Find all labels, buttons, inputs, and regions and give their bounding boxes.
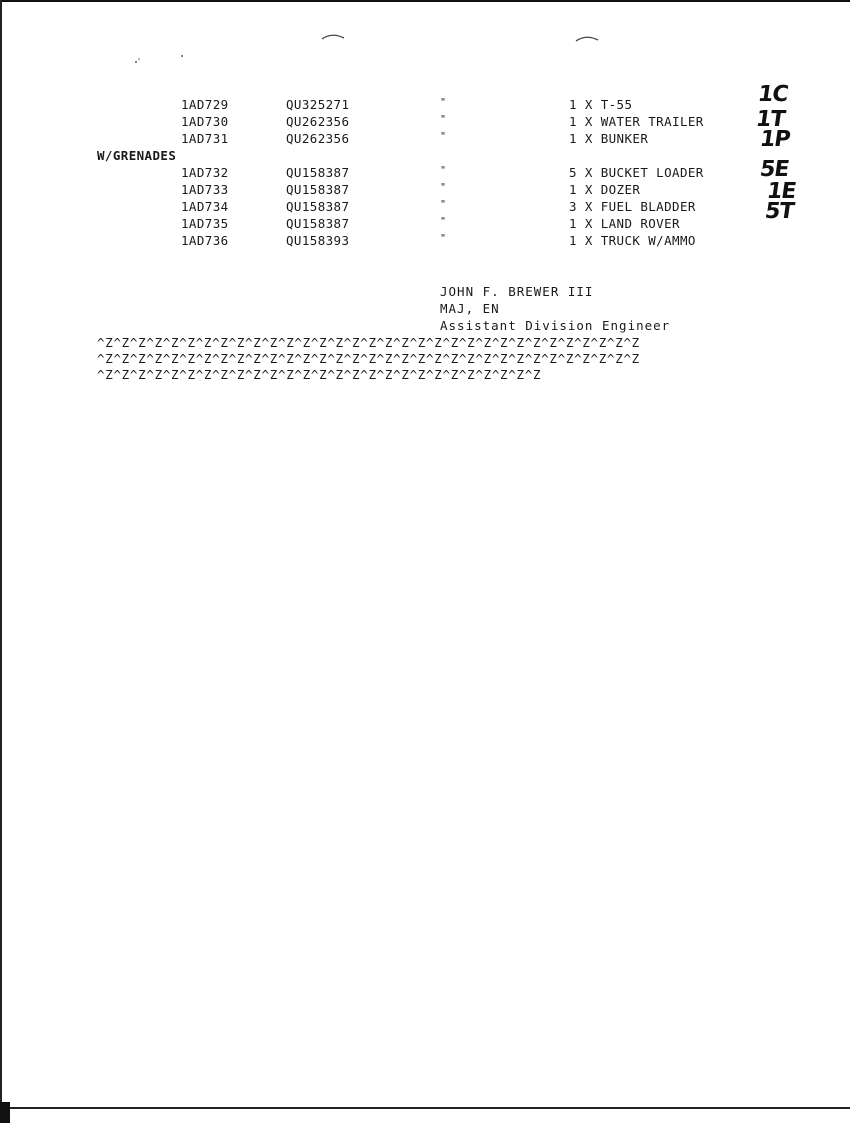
document-number: 1AD733 <box>181 182 229 197</box>
page-border-top <box>0 0 850 2</box>
scan-artifact-1 <box>320 32 346 42</box>
scan-artifact-3 <box>130 50 190 70</box>
page-corner-mark <box>0 1102 10 1123</box>
item-description: 5 X BUCKET LOADER <box>569 165 704 180</box>
separator-line: ^Z^Z^Z^Z^Z^Z^Z^Z^Z^Z^Z^Z^Z^Z^Z^Z^Z^Z^Z^Z^Z^Z^Z^Z^Z^Z^Z^Z^Z^Z^Z^Z^Z <box>97 351 640 366</box>
grid-reference: QU158387 <box>286 182 350 197</box>
signer-title: Assistant Division Engineer <box>440 318 671 333</box>
handwritten-note: 5E <box>758 157 791 182</box>
document-number: 1AD730 <box>181 114 229 129</box>
separator-line: ^Z^Z^Z^Z^Z^Z^Z^Z^Z^Z^Z^Z^Z^Z^Z^Z^Z^Z^Z^Z^Z^Z^Z^Z^Z^Z^Z <box>97 367 542 382</box>
handwritten-note: 5T <box>763 199 796 224</box>
handwritten-note: 1E <box>765 179 798 204</box>
grid-reference: QU158387 <box>286 199 350 214</box>
item-description: 3 X FUEL BLADDER <box>569 199 696 214</box>
ditto-mark: " <box>440 131 447 142</box>
item-description: 1 X WATER TRAILER <box>569 114 704 129</box>
item-description: 1 X LAND ROVER <box>569 216 680 231</box>
ditto-mark: " <box>440 233 447 244</box>
ditto-mark: " <box>440 97 447 108</box>
document-number: 1AD735 <box>181 216 229 231</box>
handwritten-note: 1P <box>758 127 792 152</box>
signer-rank: MAJ, EN <box>440 301 500 316</box>
item-description: 1 X T-55 <box>569 97 633 112</box>
grid-reference: QU262356 <box>286 131 350 146</box>
document-number: 1AD732 <box>181 165 229 180</box>
handwritten-note: 1T <box>754 107 787 132</box>
page-border-left <box>0 0 2 1123</box>
ditto-mark: " <box>440 216 447 227</box>
ditto-mark: " <box>440 165 447 176</box>
item-description: 1 X DOZER <box>569 182 641 197</box>
ditto-mark: " <box>440 114 447 125</box>
grid-reference: QU158393 <box>286 233 350 248</box>
item-description: 1 X TRUCK W/AMMO <box>569 233 696 248</box>
section-label: W/GRENADES <box>97 148 177 163</box>
grid-reference: QU158387 <box>286 216 350 231</box>
signer-name: JOHN F. BREWER III <box>440 284 594 299</box>
scan-artifact-2 <box>574 34 600 44</box>
grid-reference: QU262356 <box>286 114 350 129</box>
grid-reference: QU325271 <box>286 97 350 112</box>
page-border-bottom <box>0 1107 850 1109</box>
grid-reference: QU158387 <box>286 165 350 180</box>
document-number: 1AD736 <box>181 233 229 248</box>
document-number: 1AD729 <box>181 97 229 112</box>
ditto-mark: " <box>440 182 447 193</box>
document-number: 1AD734 <box>181 199 229 214</box>
item-description: 1 X BUNKER <box>569 131 649 146</box>
ditto-mark: " <box>440 199 447 210</box>
separator-line: ^Z^Z^Z^Z^Z^Z^Z^Z^Z^Z^Z^Z^Z^Z^Z^Z^Z^Z^Z^Z^Z^Z^Z^Z^Z^Z^Z^Z^Z^Z^Z^Z^Z <box>97 335 640 350</box>
document-number: 1AD731 <box>181 131 229 146</box>
handwritten-note: 1C <box>756 82 790 107</box>
